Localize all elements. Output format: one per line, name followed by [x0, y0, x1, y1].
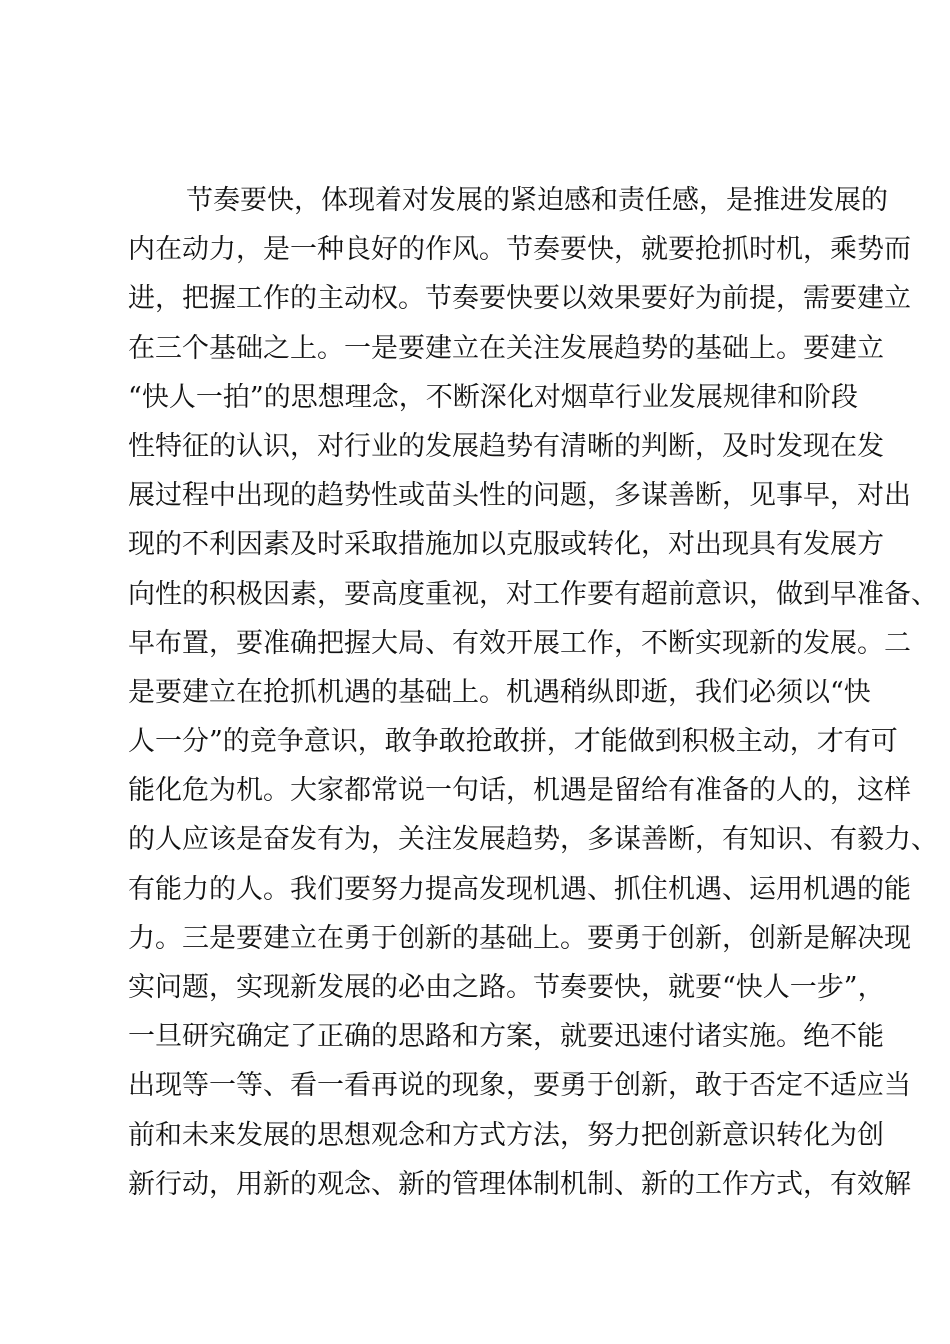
- paragraph-line: 的人应该是奋发有为，关注发展趋势，多谋善断，有知识、有毅力、: [128, 824, 938, 856]
- paragraph-line: 现的不利因素及时采取措施加以克服或转化，对出现具有发展方: [128, 529, 884, 561]
- paragraph-line: 内在动力，是一种良好的作风。节奏要快，就要抢抓时机，乘势而: [128, 234, 911, 266]
- paragraph-line: 前和未来发展的思想观念和方式方法，努力把创新意识转化为创: [128, 1119, 884, 1151]
- paragraph-line: 在三个基础之上。一是要建立在关注发展趋势的基础上。要建立: [128, 332, 884, 364]
- paragraph-line: 是要建立在抢抓机遇的基础上。机遇稍纵即逝，我们必须以“快: [128, 676, 871, 708]
- paragraph-line: 早布置，要准确把握大局、有效开展工作，不断实现新的发展。二: [128, 627, 911, 659]
- paragraph-line: “快人一拍”的思想理念，不断深化对烟草行业发展规律和阶段: [128, 381, 858, 413]
- paragraph-line: 进，把握工作的主动权。节奏要快要以效果要好为前提，需要建立: [128, 283, 911, 315]
- paragraph-line: 能化危为机。大家都常说一句话，机遇是留给有准备的人的，这样: [128, 775, 911, 807]
- paragraph-line: 新行动，用新的观念、新的管理体制机制、新的工作方式，有效解: [128, 1168, 911, 1200]
- paragraph-line: 实问题，实现新发展的必由之路。节奏要快，就要“快人一步”，: [128, 972, 885, 1003]
- body-paragraph: [128, 176, 938, 1209]
- paragraph-line: 向性的积极因素，要高度重视，对工作要有超前意识，做到早准备、: [128, 578, 938, 610]
- paragraph-line: 展过程中出现的趋势性或苗头性的问题，多谋善断，见事早，对出: [128, 480, 911, 512]
- paragraph-line: 有能力的人。我们要努力提高发现机遇、抓住机遇、运用机遇的能: [128, 873, 911, 905]
- paragraph-line: 节奏要快，体现着对发展的紧迫感和责任感，是推进发展的: [186, 185, 888, 216]
- paragraph-line: 出现等一等、看一看再说的现象，要勇于创新，敢于否定不适应当: [128, 1070, 911, 1102]
- paragraph-line: 力。三是要建立在勇于创新的基础上。要勇于创新，创新是解决现: [128, 922, 911, 954]
- paragraph-line: 一旦研究确定了正确的思路和方案，就要迅速付诸实施。绝不能: [128, 1021, 884, 1053]
- paragraph-line: 人一分”的竞争意识，敢争敢抢敢拼，才能做到积极主动，才有可: [128, 726, 898, 758]
- paragraph-line: 性特征的认识，对行业的发展趋势有清晰的判断，及时发现在发: [128, 430, 884, 462]
